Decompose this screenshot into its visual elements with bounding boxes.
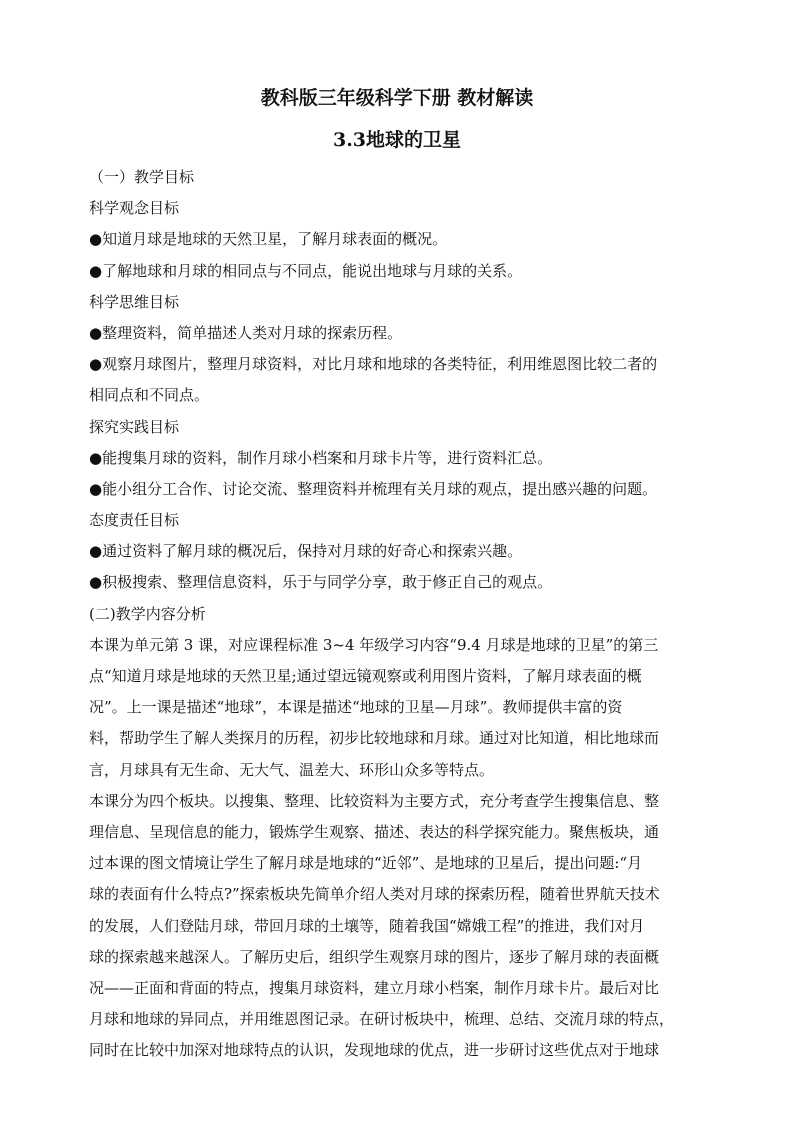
goal-item: ●通过资料了解月球的概况后，保持对月球的好奇心和探索兴趣。 (89, 542, 523, 561)
paragraph-line: 的发展，人们登陆月球，带回月球的土壤等，随着我国“嫦娥工程”的推进，我们对月 (89, 916, 645, 935)
lesson-title: 3.3地球的卫星 (332, 129, 462, 151)
paragraph-line: 球的探索越来越深人。了解历史后，组织学生观察月球的图片，逐步了解月球的表面概 (89, 947, 660, 966)
paragraph-line: 月球和地球的异同点，并用维恩图记录。在研讨板块中，梳理、总结、交流月球的特点， (89, 1010, 675, 1029)
document-title: 教科版三年级科学下册 教材解读 (260, 87, 534, 109)
goal-heading-attitude: 态度责任目标 (89, 511, 180, 530)
paragraph-line: 本课分为四个板块。以搜集、整理、比较资料为主要方式，充分考查学生搜集信息、整 (89, 791, 660, 810)
paragraph-1 (89, 630, 706, 786)
paragraph-line: 况”。上一课是描述“地球”，本课是描述“地球的卫星—月球”。教师提供丰富的资 (89, 698, 623, 717)
paragraph-line: 球的表面有什么特点?”探索板块先简单介绍人类对月球的探索历程，随着世界航天技术 (89, 885, 660, 904)
goal-item: ●了解地球和月球的相同点与不同点，能说出地球与月球的关系。 (89, 261, 523, 280)
paragraph-line: 同时在比较中加深对地球特点的认识，发现地球的优点，进一步研讨这些优点对于地球 (89, 1041, 660, 1060)
paragraph-line: 本课为单元第 3 课，对应课程标准 3~4 年级学习内容“9.4 月球是地球的卫星”的第三 (89, 635, 659, 654)
paragraph-line: 点“知道月球是地球的天然卫星;通过望远镜观察或利用图片资料，了解月球表面的概 (89, 667, 642, 685)
goal-heading-practice: 探究实践目标 (89, 417, 180, 436)
paragraph-line: 过本课的图文情境让学生了解月球是地球的“近邻”、是地球的卫星后，提出问题:“月 (89, 854, 643, 873)
goal-item: ●能小组分工合作、讨论交流、整理资料并梳理有关月球的观点，提出感兴趣的问题。 (89, 479, 658, 498)
paragraph-line: 况——正面和背面的特点，搜集月球资料，建立月球小档案，制作月球卡片。最后对比 (89, 978, 660, 997)
paragraph-line: 言，月球具有无生命、无大气、温差大、环形山众多等特点。 (89, 760, 495, 779)
section-heading-content-analysis: (二)教学内容分析 (89, 604, 206, 623)
goal-item: ●知道月球是地球的天然卫星，了解月球表面的概况。 (89, 230, 448, 249)
goal-item: ●观察月球图片，整理月球资料，对比月球和地球的各类特征，利用维恩图比较二者的 (89, 355, 658, 374)
document-body (89, 162, 706, 1066)
goal-item: ●积极搜索、整理信息资料，乐于与同学分享，敢于修正自己的观点。 (89, 573, 553, 592)
goal-item-continuation: 相同点和不同点。 (89, 386, 210, 405)
paragraph-2 (89, 786, 706, 1067)
goal-heading-thinking: 科学思维目标 (89, 292, 180, 311)
section-heading-objectives: （一）教学目标 (89, 168, 195, 186)
goal-heading-concept: 科学观念目标 (89, 199, 180, 218)
paragraph-line: 理信息、呈现信息的能力，锻炼学生观察、描述、表达的科学探究能力。聚焦板块，通 (89, 822, 660, 841)
goal-item: ●能搜集月球的资料，制作月球小档案和月球卡片等，进行资料汇总。 (89, 448, 553, 467)
goal-item: ●整理资料，简单描述人类对月球的探索历程。 (89, 323, 403, 342)
paragraph-line: 料，帮助学生了解人类探月的历程，初步比较地球和月球。通过对比知道，相比地球而 (89, 729, 660, 748)
